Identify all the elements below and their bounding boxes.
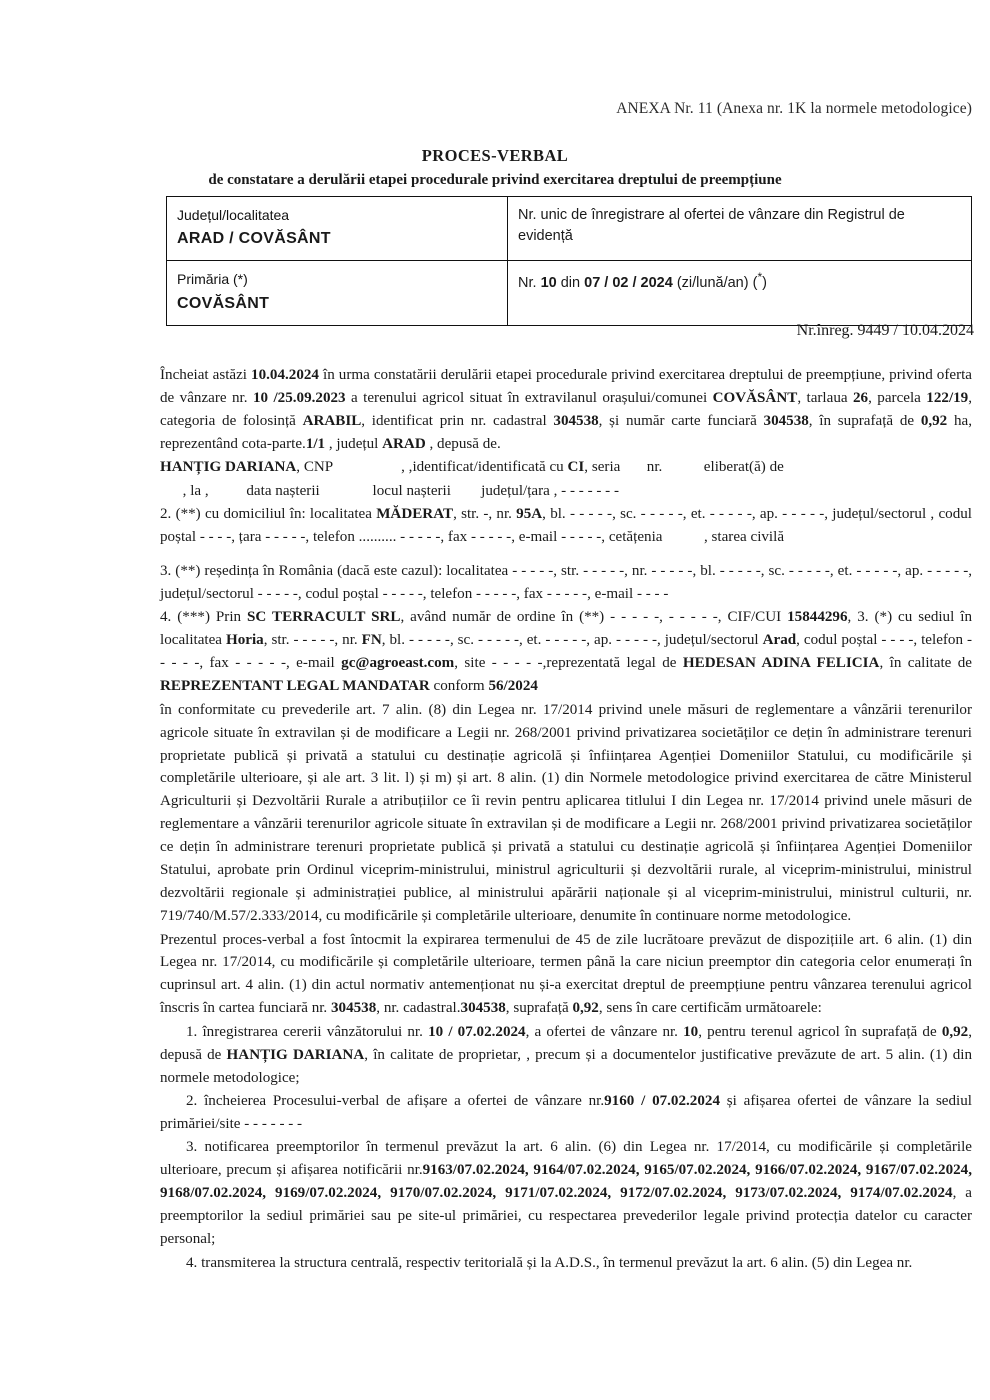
company-name: SC TERRACULT SRL [247,609,401,626]
item3-text-2: , a preemptorilor la sediul primăriei sau pe site-ul primăriei, cu respectarea prevederilor legale privind protecția datelor cu caracter personal; [160,1185,972,1248]
city-hall-value: COVĂSÂNT [177,294,270,312]
date-value: 07 / 02 / 2024 [584,275,673,292]
tarla-number: 26 [853,389,869,406]
internal-registration-number: Nr.înreg. 9449 / 10.04.2024 [796,322,974,339]
company-text-5: , bl. - - - - -, sc. - - - - -, et. - - - - -, ap. - - - - -, județul/sectorul [381,632,763,649]
county-name: ARAD [382,435,426,452]
area-value: 0,92 [920,412,948,429]
paragraph-residence: 3. (**) reședința în România (dacă este cazul): localitatea - - - - -, str. - - - - -, nr. - - - - -, bl. - - - - -, sc. - - - - -, et. - - - - -, ap. - - - - -, județul/sectorul - - - - -, codul poștal - - - - -, telefon - - - - -, fax - - - - -, e-mail - - - - [160,563,972,602]
table-row [167,197,972,261]
domicile-prefix: 2. (**) cu domiciliul în: localitatea [160,506,377,523]
item1-area: 0,92 [941,1023,969,1040]
paragraph-birth-line: , la , data nașterii locul nașterii județul/țara , - - - - - - - [182,482,620,499]
intro-text-5: , parcela [868,389,927,406]
share-value: 1/1 [305,435,326,452]
paragraph-company [160,606,972,698]
paragraph-intro [160,364,972,456]
company-county: Arad [762,632,797,649]
item-2 [160,1090,972,1136]
seller-name: HANȚIG DARIANA [160,459,297,476]
document-title: PROCES-VERBAL [421,146,569,165]
company-cui: 15844296 [787,609,848,626]
intro-text-6: , categoria de folosință [160,389,973,429]
cadastral-number: 304538 [553,412,599,429]
intro-text-10: ha, reprezentând cota-parte. [160,412,972,452]
item1-text-3: , pentru terenul agricol în suprafață de [698,1023,942,1040]
document-body [160,364,972,1275]
company-text-4: , str. - - - - -, nr. [263,632,362,649]
domicile-number: 95A [516,506,543,523]
offer-number: 10 /25.09.2023 [252,389,346,406]
nr-prefix: Nr. [518,275,541,292]
representative-quality: REPREZENTANT LEGAL MANDATAR [160,678,430,695]
item1-text-5: , în calitate de proprietar, , precum și a documentelor justificative prevăzute de art. 5 alin. (1) din normele metodologice; [160,1046,972,1086]
item1-text-2: , a ofertei de vânzare nr. [525,1023,684,1040]
intro-text-12: , depusă de. [425,435,501,452]
item1-text-1: 1. înregistrarea cererii vânzătorului nr. [186,1023,429,1040]
certification-text-1: Prezentul proces-verbal a fost întocmit la expirarea termenului de 45 de zile lucrătoare prevăzut de dispozițiile art. 6 alin. (1) din Legea nr. 17/2014, cu modificările și completările ulterioare, termen până la care niciun preemptor din categoria celor enumerați în cuprinsul art. 4 alin. (1) din actul normativ antemenționat nu și-a exercitat dreptul de preempțiune pentru vânzarea terenului agricol înscris în cartea funciară nr. [160,931,972,1017]
intro-text-3: a terenului agricol situat în extravilanul orașului/comunei [345,389,713,406]
item1-offer-number: 10 [683,1023,699,1040]
item3-text-1: 3. notificarea preemptorilor în termenul prevăzut la art. 6 alin. (6) din Legea nr. 17/2014, cu modificările și completările ulterioare, precum și afișarea notificării nr. [160,1139,972,1179]
birth-county-label: județul/țara , [481,482,558,499]
cnp-label: , CNP [296,459,334,476]
item3-notification-list-3: 9174/07.02.2024 [850,1185,953,1202]
birth-date-label: data nașterii [246,482,320,499]
land-book-number: 304538 [763,412,809,429]
company-text-2: , având număr de ordine în (**) - - - - -, - - - - -, CIF/CUI [400,609,788,626]
land-category: ARABIL [302,412,362,429]
intro-prefix: Încheiat astăzi [160,367,252,383]
domicile-text-3: , bl. - - - - -, sc. - - - - -, et. - - - - -, ap. - - - - -, județul/sectorul , codul poștal - - - -, țara - - - - -, telefon .......... - - - - -, fax - - - - -, e-mail - - - - -, cetățenia [160,506,972,546]
item1-owner-name: HANȚIG DARIANA [226,1046,365,1063]
intro-text-4: , tarlaua [797,389,853,406]
header-info-table [166,196,972,326]
paren-close: ) [762,275,767,292]
item1-request-number: 10 / 07.02.2024 [428,1023,526,1040]
item2-text-1: 2. încheierea Procesului-verbal de afișare a ofertei de vânzare nr. [186,1093,605,1110]
registration-date-cell [508,261,972,325]
mandate-number: 56/2024 [488,678,538,695]
item-3 [160,1136,972,1251]
company-prefix: 4. (***) Prin [160,609,248,626]
civil-status-label: , starea civilă [703,529,785,546]
table-row [167,261,972,325]
company-text-7: , site - - - - -,reprezentată legal de [454,655,683,672]
registration-date-line [518,269,961,294]
nr-value: 10 [540,275,557,292]
company-text-3: , 3. (*) cu sediul în localitatea [160,609,972,649]
la-text: , la , [182,482,209,499]
company-text-8: , în calitate de [879,655,973,672]
item1-text-4: , depusă de [160,1023,973,1063]
series-label: , seria [584,459,621,476]
certification-area: 0,92 [572,1000,599,1017]
document-subtitle: de constatare a derulării etapei procedurale privind exercitarea dreptului de preempțiune [208,172,782,188]
company-email: gc@agroeast.com [341,655,455,672]
intro-text-7: , identificat prin nr. cadastral [361,412,554,429]
id-type: CI [567,459,585,476]
intro-text-8: , și număr carte funciară [598,412,764,429]
asterisk-marker: * [757,270,763,285]
company-text-9: conform [429,678,489,695]
annex-reference: ANEXA Nr. 11 (Anexa nr. 1K la normele metodologice) [616,100,972,117]
city-hall-label: Primăria (*) [177,271,248,288]
din-text: din [556,275,585,292]
county-locality-value: ARAD / COVĂSÂNT [177,230,331,248]
domicile-text-2: , str. -, nr. [453,506,517,523]
birth-place-label: locul nașterii [372,482,451,499]
item-1 [160,1021,972,1090]
id-nr-label: nr. [646,459,663,476]
registration-number-cell [508,197,972,261]
paragraph-domicile [160,503,972,549]
domicile-locality: MĂDERAT [376,506,454,523]
intro-text-9: , în suprafață de [808,412,921,429]
legal-representative: HEDESAN ADINA FELICIA [682,655,880,672]
commune-name: COVĂSÂNT [712,389,798,406]
intro-text-11: , județul [325,435,383,452]
company-street-number: FN [361,632,382,649]
item2-text-2: și afișarea ofertei de vânzare la sediul primăriei/site - - - - - - - [160,1093,972,1132]
intro-text-2: în urma constatării derulării etapei procedurale privind exercitarea dreptului de preempțiune, privind oferta de vânzare nr. [160,367,972,406]
paragraph-certification [160,929,972,1021]
paragraph-seller-identity [160,456,972,479]
certification-text-4: , sens în care certificăm următoarele: [598,1000,822,1017]
item3-notification-list-1: 9163/07.02.2024, 9164/07.02.2024, 9165/07.02.2024, 9166/07.02.2024, [422,1162,862,1179]
registration-number-text: Nr. unic de înregistrare al ofertei de vânzare din Registrul de evidență [518,207,905,245]
certification-text-2: , nr. cadastral. [376,1000,461,1017]
id-text: , ,identificat/identificată cu [401,459,568,476]
item2-posting-number: 9160 / 07.02.2024 [604,1093,720,1110]
company-text-6: , codul poștal - - - -, telefon - - - - -, fax - - - - -, e-mail [160,632,972,672]
certification-cadastral: 304538 [460,1000,506,1017]
issued-by-label: eliberat(ă) de [703,459,784,476]
county-locality-cell [167,197,508,261]
certification-text-3: , suprafață [505,1000,573,1017]
parcel-number: 122/19 [926,389,969,406]
item-4: 4. transmiterea la structura centrală, respectiv teritorială și la A.D.S., în termenul prevăzut la art. 6 alin. (5) din Legea nr. [186,1254,913,1271]
county-locality-label: Județul/localitatea [177,207,290,223]
paragraph-legal-basis: în conformitate cu prevederile art. 7 alin. (8) din Legea nr. 17/2014 privind unele măsuri de reglementare a vânzării terenurilor agricole situate în extravilan și de modificare a Legii nr. 268/2001 privind privatizarea societăților ce dețin în administrare terenuri proprietate publică și privată a statului cu destinație agricolă și înființarea Agenției Domeniilor Statului, cu modificările și completările ulterioare, și ale art. 3 lit. l) și m) și art. 8 alin. (1) din Normele metodologice privind exercitarea de către Ministerul Agriculturii și Dezvoltării Rurale a atribuțiilor ce îi revin pentru aplicarea titlului I din Legea nr. 17/2014 privind unele măsuri de reglementare a vânzării terenurilor agricole situate în extravilan și de modificare a Legii nr. 268/2001 privind privatizarea societăților ce dețin în administrare terenuri proprietate publică și privată a statului cu destinație agricolă și înființarea Agenției Domeniilor Statului, aprobate prin Ordinul viceprim-ministrului, ministrul agriculturii și dezvoltării rurale, al viceprim-ministrului, ministrul dezvoltării regionale și administrației publice, al ministrului apărării naționale și al viceprim-ministrului, ministrul culturii, nr. 719/740/M.57/2.333/2014, cu modificările și completările ulterioare, denumite în continuare norme metodologice. [160,701,972,925]
date-format-note: (zi/lună/an) ( [672,275,758,292]
city-hall-cell [167,261,508,325]
company-locality: Horia [225,632,264,649]
certification-cf: 304538 [330,1000,377,1017]
item3-notification-list-2: 9167/07.02.2024, 9168/07.02.2024, 9169/07.02.2024, 9170/07.02.2024, 9171/07.02.2024, 9172/07.02.2024, 9173/07.02.2024, [160,1162,972,1202]
conclusion-date: 10.04.2024 [251,367,319,383]
